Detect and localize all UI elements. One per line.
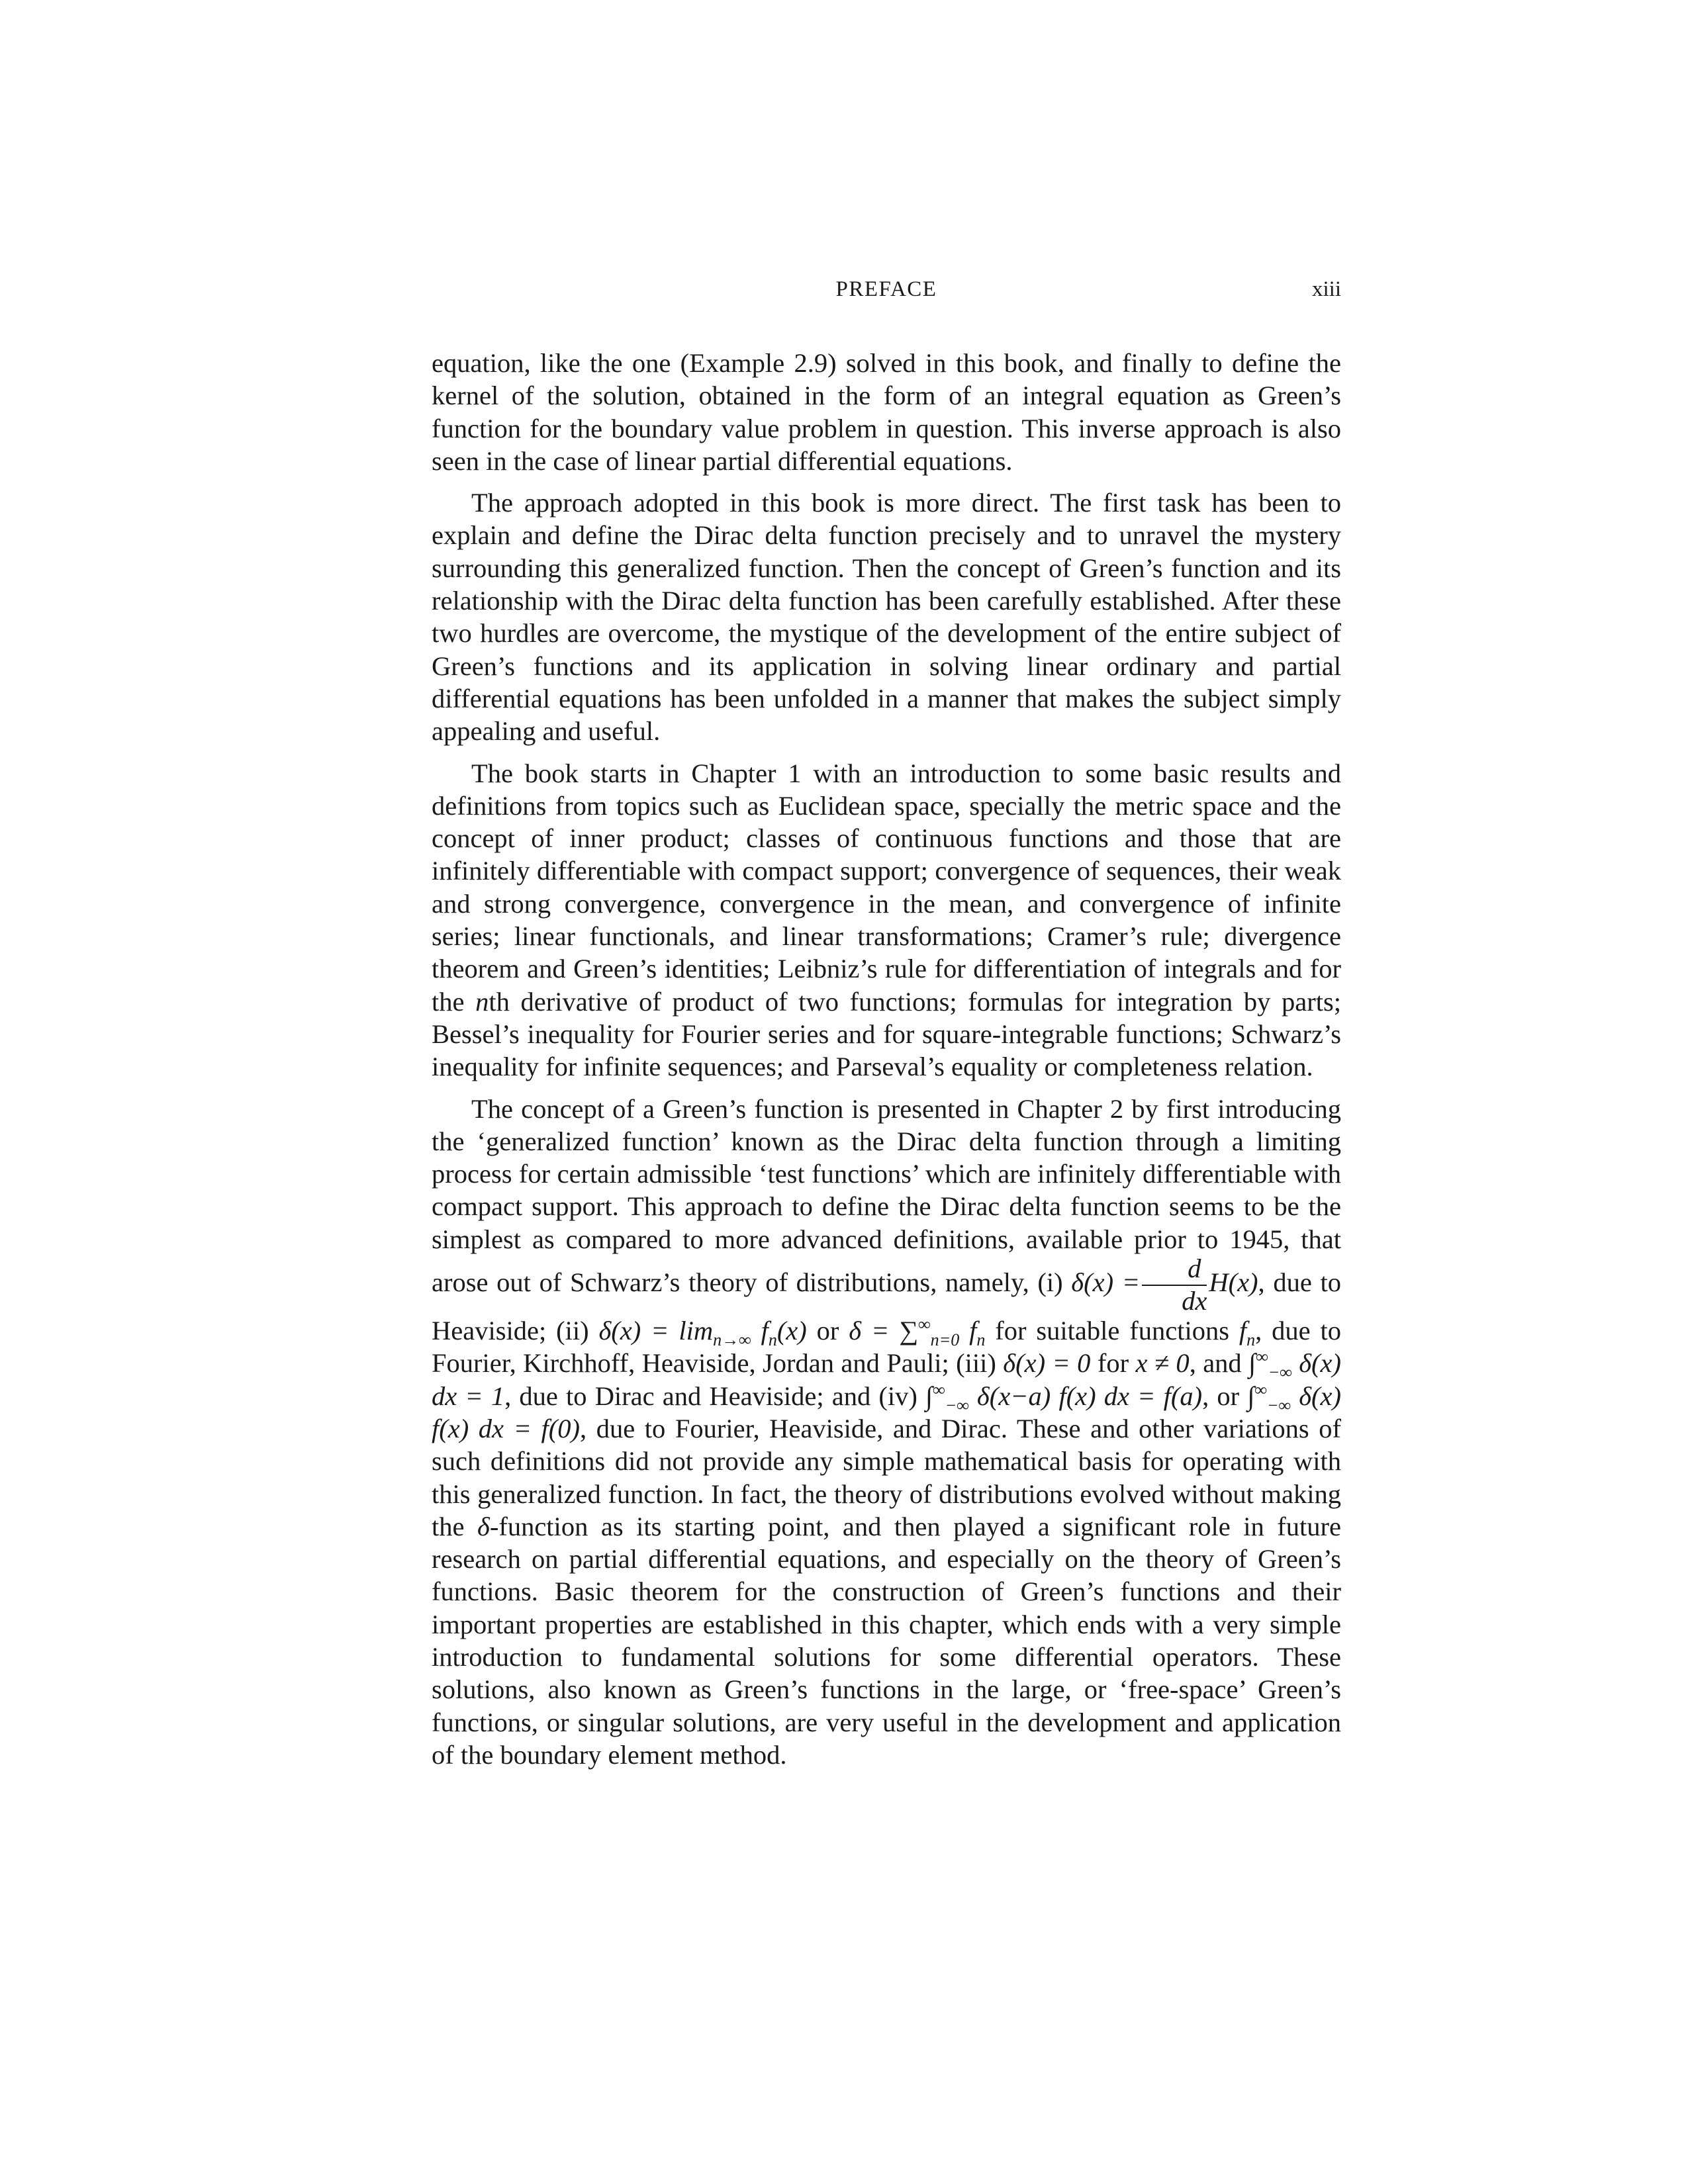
integral-sign-2: ∫	[925, 1381, 933, 1411]
math-f: f	[1239, 1316, 1247, 1346]
math-delta-def: δ(x) =	[1071, 1267, 1141, 1297]
p4-text-9: , or	[1202, 1381, 1248, 1411]
paragraph-3-text-a: The book starts in Chapter 1 with an introduction to some basic results and definitions from topics such as Euclidean space, specially the metric space and the concept of inner product; classes of continuous functions and those that are infinitely differentiable with compact support; convergence of sequences, their weak and strong convergence, convergence in the mean, and convergence of infinite series; linear functionals, and linear transformations; Cramer’s rule; divergence theorem and Green’s identities; Leibniz’s rule for differentiation of integrals and for the	[432, 758, 1341, 1017]
p4-text-11: -function as its starting point, and then played a significant role in future research on partial differential equations, and especially on the theory of Green’s functions. Basic theorem for the construction of Green’s functions and their important properties are established in this chapter, which ends with a very simple introduction to fundamental solutions for some differential operators. These solutions, also known as Green’s functions in the large, or ‘free-space’ Green’s functions, or singular solutions, are very useful in the development and application of the boundary element method.	[432, 1511, 1341, 1770]
p4-text-3: or	[806, 1316, 849, 1346]
math-limit: δ(x) = lim	[598, 1316, 714, 1346]
derivative-fraction	[1142, 1255, 1207, 1314]
integral-3-body: δ(x) f(x) dx = f(0)	[432, 1381, 1341, 1443]
paragraph-3	[432, 757, 1341, 1083]
math-fn: f	[751, 1316, 769, 1346]
paragraph-2: The approach adopted in this book is more direct. The first task has been to explain and define the Dirac delta function precisely and to unravel the mystery surrounding this generalized function. Then the concept of Green’s function and its relationship with the Dirac delta function has been carefully established. After these two hurdles are overcome, the mystique of the development of the entire subject of Green’s functions and its application in solving linear ordinary and partial differential equations has been unfolded in a manner that makes the subject simply appealing and useful.	[432, 488, 1341, 747]
integral-2-upper: ∞	[933, 1380, 945, 1400]
math-sum-term-sub: n	[976, 1330, 986, 1350]
integral-1-body: δ(x) dx = 1	[432, 1348, 1341, 1411]
math-sum-sub: n=0	[930, 1330, 960, 1350]
integral-1-upper: ∞	[1256, 1347, 1268, 1367]
math-delta-zero: δ(x) = 0	[1003, 1348, 1091, 1379]
math-sum: δ = ∑	[849, 1316, 919, 1346]
integral-2-lower: −∞	[945, 1395, 969, 1415]
running-header-title: PREFACE	[835, 277, 937, 301]
p4-text-5: , due to Fourier, Kirchhoff, Heaviside, Jordan and Pauli; (iii)	[432, 1316, 1342, 1379]
math-sum-term: f	[959, 1316, 977, 1346]
integral-2-body: δ(x−a) f(x) dx = f(a)	[968, 1381, 1203, 1411]
math-delta-symbol: δ	[477, 1511, 490, 1541]
running-header	[432, 273, 1341, 306]
integral-sign-1: ∫	[1248, 1348, 1256, 1379]
integral-3-upper: ∞	[1254, 1380, 1267, 1400]
paragraph-4	[432, 1093, 1341, 1772]
math-f-sub: n	[1246, 1330, 1256, 1350]
page-number: xiii	[1311, 277, 1341, 301]
p4-text-7: , and	[1189, 1348, 1249, 1379]
p4-text-2: , due to Heaviside; (ii)	[432, 1267, 1341, 1346]
p4-text-1: The concept of a Green’s function is presented in Chapter 2 by first introducing the ‘generalized function’ known as the Dirac delta function through a limiting process for certain admissible ‘test functions’ which are infinitely differentiable with compact support. This approach to define the Dirac delta function seems to be the simplest as compared to more advanced definitions, available prior to 1945, that arose out of Schwarz’s theory of distributions, namely, (i)	[432, 1093, 1341, 1297]
fraction-numerator: d	[1142, 1255, 1207, 1286]
integral-1-lower: −∞	[1268, 1363, 1292, 1383]
fraction-denominator: dx	[1182, 1285, 1207, 1316]
math-heaviside: H(x)	[1209, 1267, 1258, 1297]
p4-text-10: , due to Fourier, Heaviside, and Dirac. These and other variations of such definitions did not provide any simple mathematical basis for operating with this generalized function. In fact, the theory of distributions evolved without making the	[432, 1413, 1341, 1541]
p4-text-6: for	[1090, 1348, 1136, 1379]
paragraph-3-text-b: th derivative of product of two functions; formulas for integration by parts; Bessel’s inequality for Fourier series and for square-integrable functions; Schwarz’s inequality for infinite sequences; and Parseval’s equality or completeness relation.	[432, 986, 1341, 1082]
integral-3-lower: −∞	[1266, 1395, 1291, 1415]
p4-text-8: , due to Dirac and Heaviside; and (iv)	[504, 1381, 926, 1411]
math-fn-arg: (x)	[776, 1316, 807, 1346]
math-x-nonzero: x ≠ 0	[1135, 1348, 1190, 1379]
body-text	[432, 347, 1341, 1780]
math-n: n	[475, 986, 489, 1017]
paragraph-1: equation, like the one (Example 2.9) solved in this book, and finally to define the kernel of the solution, obtained in the form of an integral equation as Green’s function for the boundary value problem in question. This inverse approach is also seen in the case of linear partial differential equations.	[432, 348, 1341, 476]
integral-sign-3: ∫	[1247, 1381, 1255, 1411]
math-limit-sub: n→∞	[713, 1330, 751, 1350]
math-fn-sub: n	[768, 1330, 777, 1350]
math-sum-sup: ∞	[918, 1314, 931, 1334]
p4-text-4: for suitable functions	[985, 1316, 1239, 1346]
